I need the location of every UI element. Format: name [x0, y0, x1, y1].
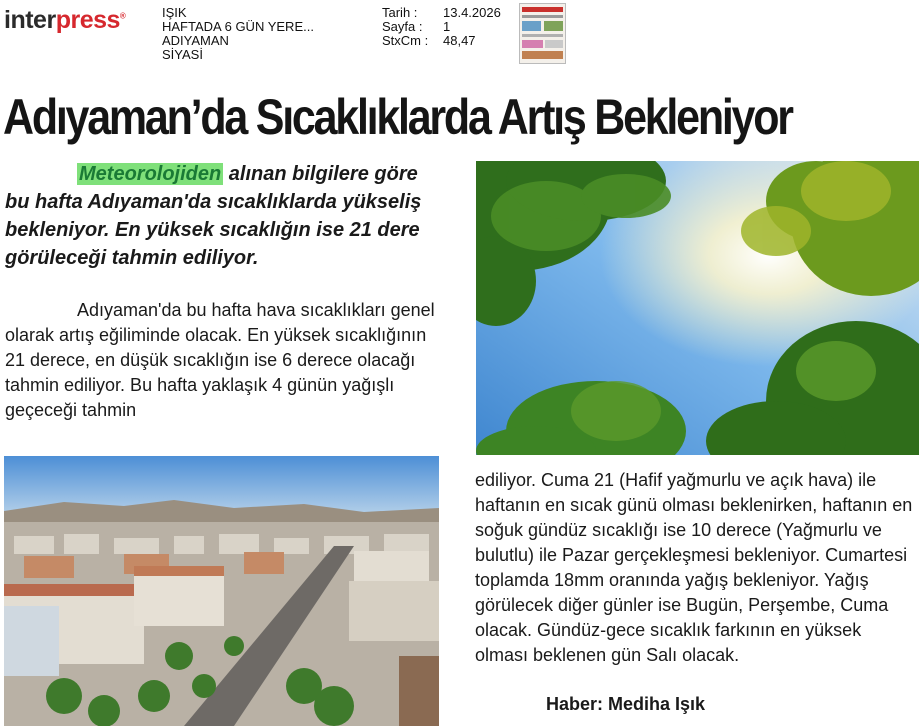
- area-value: 48,47: [443, 33, 476, 48]
- clip-meta-labels: [382, 6, 428, 48]
- body-text-1: Adıyaman'da bu hafta hava sıcaklıkları genel olarak artış eğiliminde olacak. En yüksek sıcaklığının 21 derece, en düşük sıcaklığın ise 6 derece olacağı tahmin ediliyor. Bu hafta yaklaşık 4 günün yağışlı geçeceği tahmin: [5, 300, 435, 420]
- city-aerial-photo: [4, 456, 439, 726]
- clip-meta-values: [443, 6, 501, 48]
- logo-text-part2: press: [55, 6, 120, 34]
- area-label: StxCm :: [382, 33, 429, 48]
- interpress-logo: [4, 6, 125, 35]
- publication-info: [162, 6, 314, 62]
- page-thumbnail[interactable]: [519, 3, 566, 64]
- page-label: Sayfa :: [382, 19, 423, 34]
- article-body-column-2: ediliyor. Cuma 21 (Hafif yağmurlu ve açık hava) ile haftanın en sıcak günü olması beklenirken, haftanın en soğuk gündüz sıcaklığı ise 10 derece (Yağmurlu ve bulutlu) ile Pazar gerçekleşmesi bekleniyor. Cumartesi toplamda 18mm oranında yağış bekleniyor. Yağış görülecek diğer günler ise Bugün, Perşembe, Cuma olacak. Gündüz-gece sıcaklık farkının en yüksek olması beklenen gün Salı olacak.: [475, 470, 913, 665]
- highlighted-keyword: Meteorolojiden: [79, 163, 222, 185]
- article-body-column-1: [5, 298, 445, 423]
- article-headline: Adıyaman’da Sıcaklıklarda Artış Bekleniyor: [3, 89, 792, 145]
- sky-trees-photo: [476, 161, 919, 455]
- publication-frequency: HAFTADA 6 GÜN YERE...: [162, 19, 314, 34]
- publication-category: SİYASİ: [162, 47, 203, 62]
- page-value: 1: [443, 19, 451, 34]
- lead-text: alınan bilgilere göre bu hafta Adıyaman'da sıcaklıklarda yükseliş bekleniyor. En yüksek sıcaklığın ise 21 dere görüleceği tahmin ediliyor.: [5, 163, 422, 269]
- registered-mark: ®: [119, 11, 126, 21]
- logo-text-part1: inter: [4, 6, 56, 34]
- article-lead: [5, 160, 445, 272]
- date-label: Tarih :: [382, 5, 418, 20]
- date-value: 13.4.2026: [443, 5, 501, 20]
- publication-name: IŞIK: [162, 5, 187, 20]
- publication-region: ADIYAMAN: [162, 33, 229, 48]
- article-byline: Haber: Mediha Işık: [546, 694, 706, 714]
